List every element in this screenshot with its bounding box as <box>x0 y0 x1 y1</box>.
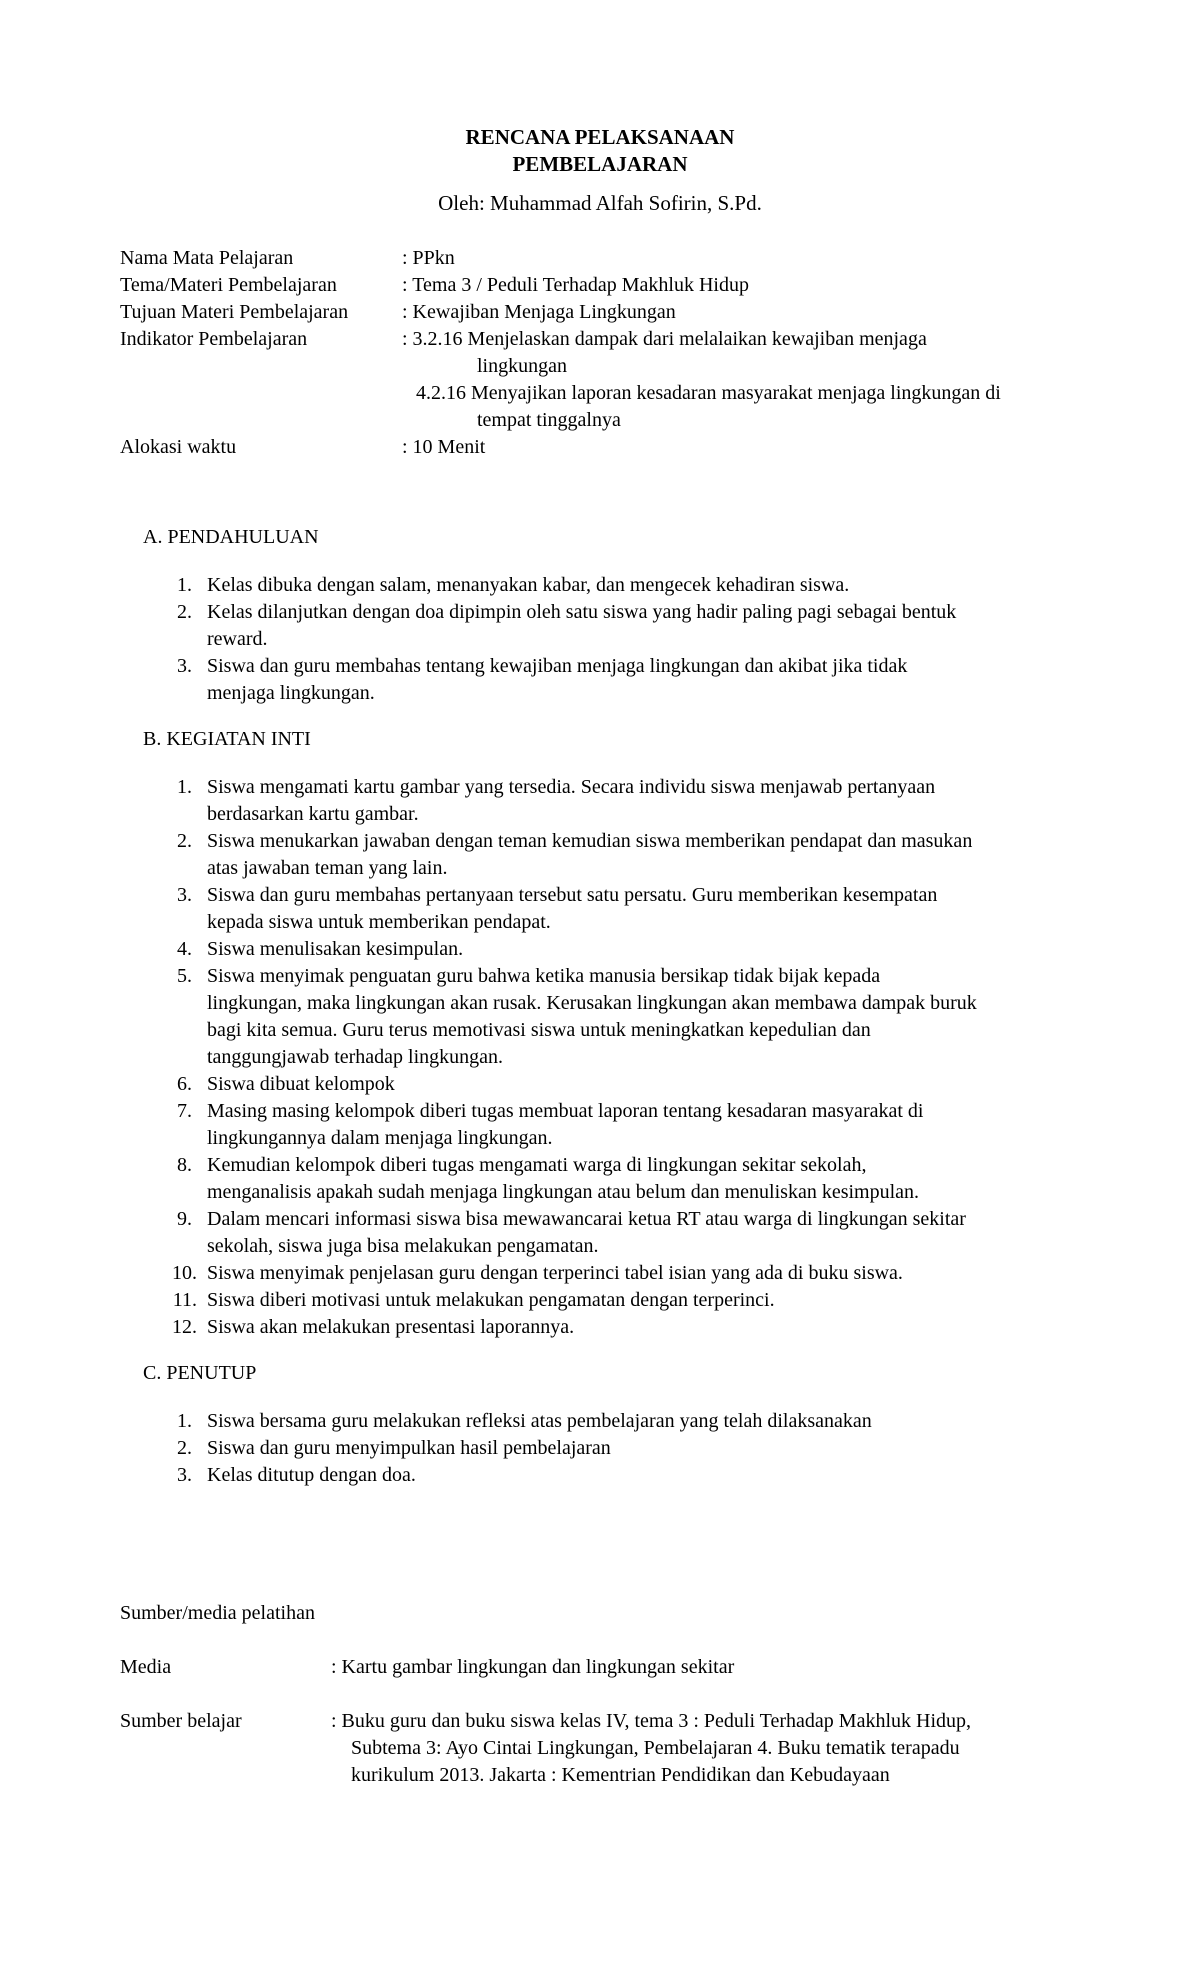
sumber-line-2: Subtema 3: Ayo Cintai Lingkungan, Pembelajaran 4. Buku tematik terapadu <box>351 1737 960 1759</box>
section-a-heading: A. PENDAHULUAN <box>143 526 319 548</box>
list-item-text: lingkungan, maka lingkungan akan rusak. Kerusakan lingkungan akan membawa dampak buruk <box>207 992 977 1014</box>
media-value: : Kartu gambar lingkungan dan lingkungan sekitar <box>331 1656 735 1678</box>
list-item-text: Siswa akan melakukan presentasi laporannya. <box>207 1316 575 1338</box>
list-item-number: 8. <box>177 1154 192 1176</box>
list-item-text: Siswa diberi motivasi untuk melakukan pengamatan dengan terperinci. <box>207 1289 775 1311</box>
tujuan-label: Tujuan Materi Pembelajaran <box>120 301 349 323</box>
list-item-text: Siswa menyimak penjelasan guru dengan terperinci tabel isian yang ada di buku siswa. <box>207 1262 903 1284</box>
list-item-text: Siswa dan guru membahas tentang kewajiban menjaga lingkungan dan akibat jika tidak <box>207 655 908 677</box>
indikator-1-line-1: : 3.2.16 Menjelaskan dampak dari melalaikan kewajiban menjaga <box>402 328 927 350</box>
sumber-line-1: : Buku guru dan buku siswa kelas IV, tema 3 : Peduli Terhadap Makhluk Hidup, <box>331 1710 971 1732</box>
list-item-number: 1. <box>177 1410 192 1432</box>
list-item-text: Kemudian kelompok diberi tugas mengamati warga di lingkungan sekitar sekolah, <box>207 1154 867 1176</box>
list-item-number: 1. <box>177 776 192 798</box>
sumber-label: Sumber belajar <box>120 1710 242 1732</box>
document-title-line-2: PEMBELAJARAN <box>512 152 688 176</box>
mapel-label: Nama Mata Pelajaran <box>120 247 294 269</box>
list-item-number: 3. <box>177 655 192 677</box>
list-item-text: Kelas ditutup dengan doa. <box>207 1464 416 1486</box>
list-item-number: 9. <box>177 1208 192 1230</box>
author-line: Oleh: Muhammad Alfah Sofirin, S.Pd. <box>438 191 762 215</box>
list-item-text: reward. <box>207 628 268 650</box>
list-item-text: Siswa dibuat kelompok <box>207 1073 395 1095</box>
list-item-number: 2. <box>177 601 192 623</box>
list-item-text: Masing masing kelompok diberi tugas membuat laporan tentang kesadaran masyarakat di <box>207 1100 924 1122</box>
tema-value: : Tema 3 / Peduli Terhadap Makhluk Hidup <box>402 274 749 296</box>
list-item-number: 10. <box>172 1262 197 1284</box>
mapel-value: : PPkn <box>402 247 455 269</box>
list-item-number: 7. <box>177 1100 192 1122</box>
list-item-number: 11. <box>172 1289 197 1311</box>
indikator-1-line-2: lingkungan <box>477 355 567 377</box>
list-item-text: Kelas dibuka dengan salam, menanyakan kabar, dan mengecek kehadiran siswa. <box>207 574 850 596</box>
section-c-heading: C. PENUTUP <box>143 1362 257 1384</box>
list-item-text: Siswa dan guru membahas pertanyaan tersebut satu persatu. Guru memberikan kesempatan <box>207 884 938 906</box>
list-item-text: sekolah, siswa juga bisa melakukan pengamatan. <box>207 1235 599 1257</box>
media-label: Media <box>120 1656 172 1678</box>
list-item-text: menganalisis apakah sudah menjaga lingkungan atau belum dan menuliskan kesimpulan. <box>207 1181 920 1203</box>
list-item-number: 1. <box>177 574 192 596</box>
tujuan-value: : Kewajiban Menjaga Lingkungan <box>402 301 676 323</box>
list-item-text: Siswa mengamati kartu gambar yang tersedia. Secara individu siswa menjawab pertanyaan <box>207 776 936 798</box>
sumber-line-3: kurikulum 2013. Jakarta : Kementrian Pendidikan dan Kebudayaan <box>351 1764 890 1786</box>
list-item-text: berdasarkan kartu gambar. <box>207 803 419 825</box>
list-item-text: lingkungannya dalam menjaga lingkungan. <box>207 1127 553 1149</box>
list-item-text: Kelas dilanjutkan dengan doa dipimpin oleh satu siswa yang hadir paling pagi sebagai bentuk <box>207 601 957 623</box>
list-item-text: Siswa dan guru menyimpulkan hasil pembelajaran <box>207 1437 611 1459</box>
list-item-number: 6. <box>177 1073 192 1095</box>
tema-label: Tema/Materi Pembelajaran <box>120 274 337 296</box>
indikator-2-line-1: 4.2.16 Menyajikan laporan kesadaran masyarakat menjaga lingkungan di <box>416 382 1001 404</box>
alokasi-value: : 10 Menit <box>402 436 486 458</box>
list-item-text: kepada siswa untuk memberikan pendapat. <box>207 911 551 933</box>
list-item-text: bagi kita semua. Guru terus memotivasi siswa untuk meningkatkan kepedulian dan <box>207 1019 871 1041</box>
list-item-number: 12. <box>172 1316 197 1338</box>
list-item-text: tanggungjawab terhadap lingkungan. <box>207 1046 504 1068</box>
list-item-text: Siswa bersama guru melakukan refleksi atas pembelajaran yang telah dilaksanakan <box>207 1410 872 1432</box>
list-item-text: menjaga lingkungan. <box>207 682 375 704</box>
list-item-text: atas jawaban teman yang lain. <box>207 857 448 879</box>
list-item-number: 5. <box>177 965 192 987</box>
list-item-number: 3. <box>177 1464 192 1486</box>
list-item-number: 3. <box>177 884 192 906</box>
document-title-line-1: RENCANA PELAKSANAAN <box>465 125 735 149</box>
list-item-text: Siswa menukarkan jawaban dengan teman kemudian siswa memberikan pendapat dan masukan <box>207 830 973 852</box>
list-item-text: Siswa menulisakan kesimpulan. <box>207 938 464 960</box>
list-item-number: 2. <box>177 1437 192 1459</box>
indikator-2-line-2: tempat tinggalnya <box>477 409 621 431</box>
list-item-text: Siswa menyimak penguatan guru bahwa ketika manusia bersikap tidak bijak kepada <box>207 965 881 987</box>
sources-heading: Sumber/media pelatihan <box>120 1602 315 1624</box>
list-item-number: 2. <box>177 830 192 852</box>
list-item-number: 4. <box>177 938 192 960</box>
section-b-heading: B. KEGIATAN INTI <box>143 728 311 750</box>
list-item-text: Dalam mencari informasi siswa bisa mewawancarai ketua RT atau warga di lingkungan sekitar <box>207 1208 966 1230</box>
indikator-label: Indikator Pembelajaran <box>120 328 308 350</box>
alokasi-label: Alokasi waktu <box>120 436 237 458</box>
